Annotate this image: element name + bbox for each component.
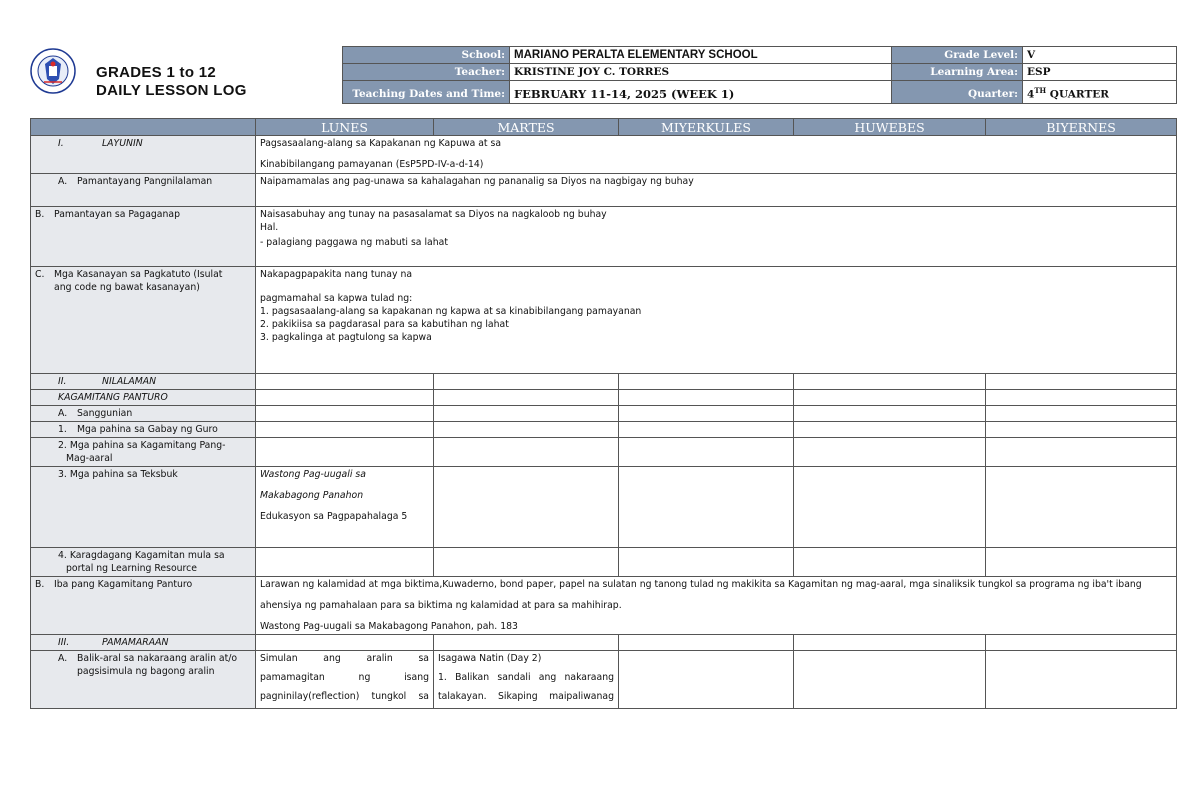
kasanayan-content: Nakapagpapakita nang tunay na pagmamahal sa kapwa tulad ng: 1. pagsasaalang-alang sa kapakanan ng kapwa at sa kinabibilangang pamayanan 2. pakikiisa sa pagdarasal para sa kabutihan ng lahat 3. pagkalinga at pagtulong sa kapwa [256, 267, 1177, 374]
day-header-martes: MARTES [434, 119, 619, 136]
row-label-layunin: I. LAYUNIN [31, 136, 256, 174]
learning-area-label: Learning Area: [892, 64, 1023, 81]
iba-pa-content: Larawan ng kalamidad at mga biktima,Kuwaderno, bond paper, papel na sulatan ng tanong tulad ng makikita sa Kagamitan ng mag-aaral, mga sinaliksik tungkol sa programa ng iba't ibang ahensiya ng pamahalaan para sa biktima ng kalamidad at para sa mahihirap. Wastong Pag-uugali sa Makabagong Panahon, pah. 183 [256, 577, 1177, 635]
school-label: School: [343, 47, 510, 64]
day-header-lunes: LUNES [256, 119, 434, 136]
layunin-content: Pagsasaalang-alang sa Kapakanan ng Kapuwa at sa Kinabibilangang pamayanan (EsP5PD-IV-a-d-14) [256, 136, 1177, 174]
teaching-dates-value: FEBRUARY 11-14, 2025 (WEEK 1) [510, 81, 892, 104]
pangnilalaman-content: Naipamamalas ang pag-unawa sa kahalagahan ng pananalig sa Diyos na nagbigay ng buhay [256, 174, 1177, 207]
row-label-sanggunian: A. Sanggunian [31, 406, 256, 422]
row-label-balik-aral: A. Balik-aral sa nakaraang aralin at/o pagsisimula ng bagong aralin [31, 651, 256, 709]
row-nilalaman [31, 374, 1177, 390]
row-kagamitang-panturo [31, 390, 1177, 406]
quarter-label: Quarter: [892, 81, 1023, 104]
row-label-kagamitang-pang: 2. Mga pahina sa Kagamitang Pang- Mag-aaral [31, 438, 256, 467]
row-iba-pang-kagamitan [31, 577, 1177, 635]
row-label-kasanayan: C. Mga Kasanayan sa Pagkatuto (Isulat ang code ng bawat kasanayan) [31, 267, 256, 374]
header-info-table [342, 46, 1177, 104]
corner-header-cell [31, 119, 256, 136]
document-title [96, 64, 247, 100]
row-label-karagdagan: 4. Karagdagang Kagamitan mula sa portal ng Learning Resource [31, 548, 256, 577]
row-pamantayan-sa-pagganap [31, 207, 1177, 267]
teaching-dates-label: Teaching Dates and Time: [343, 81, 510, 104]
day-header-huwebes: HUWEBES [794, 119, 986, 136]
quarter-word: QUARTER [1046, 88, 1110, 101]
balik-aral-lunes: Simulan ang aralin sa pamamagitan ng isang pagninilay(reflection) tungkol sa [256, 651, 434, 709]
pagganap-content: Naisasabuhay ang tunay na pasasalamat sa Diyos na nagkaloob ng buhay Hal. - palagiang paggawa ng mabuti sa lahat [256, 207, 1177, 267]
deped-seal-logo [30, 48, 76, 94]
row-gabay-ng-guro [31, 422, 1177, 438]
quarter-number: 4 [1027, 88, 1035, 101]
row-label-pamamaraan: III. PAMAMARAAN [31, 635, 256, 651]
row-label-pagganap: B. Pamantayan sa Pagaganap [31, 207, 256, 267]
row-label-pangnilalaman: A. Pamantayang Pangnilalaman [31, 174, 256, 207]
teacher-label: Teacher: [343, 64, 510, 81]
row-sanggunian [31, 406, 1177, 422]
row-label-iba-pa: B. Iba pang Kagamitang Panturo [31, 577, 256, 635]
teacher-value: KRISTINE JOY C. TORRES [510, 64, 892, 81]
row-label-nilalaman: II. NILALAMAN [31, 374, 256, 390]
row-pamantayang-pangnilalaman [31, 174, 1177, 207]
school-value: MARIANO PERALTA ELEMENTARY SCHOOL [510, 47, 892, 64]
row-label-kagamitang-panturo: KAGAMITANG PANTURO [31, 390, 256, 406]
teksbuk-lunes: Wastong Pag-uugali sa Makabagong Panahon Edukasyon sa Pagpapahalaga 5 [256, 467, 434, 548]
row-label-gabay: 1. Mga pahina sa Gabay ng Guro [31, 422, 256, 438]
row-layunin [31, 136, 1177, 174]
row-teksbuk [31, 467, 1177, 548]
row-kasanayan [31, 267, 1177, 374]
quarter-value [1023, 81, 1177, 104]
row-label-teksbuk: 3. Mga pahina sa Teksbuk [31, 467, 256, 548]
quarter-superscript: TH [1034, 86, 1047, 96]
row-pamamaraan [31, 635, 1177, 651]
title-line-dll: DAILY LESSON LOG [96, 82, 247, 99]
grade-level-value: V [1023, 47, 1177, 64]
day-header-biyernes: BIYERNES [986, 119, 1177, 136]
row-balik-aral [31, 651, 1177, 709]
lesson-log-table [30, 118, 1177, 709]
learning-area-value: ESP [1023, 64, 1177, 81]
row-kagamitang-pang-mag-aaral [31, 438, 1177, 467]
title-line-grades: GRADES 1 to 12 [96, 64, 217, 81]
day-header-miyerkules: MIYERKULES [619, 119, 794, 136]
balik-aral-martes: Isagawa Natin (Day 2) 1. Balikan sandali ang nakaraang talakayan. Sikaping maipaliwanag [434, 651, 619, 709]
grade-level-label: Grade Level: [892, 47, 1023, 64]
row-karagdagang-kagamitan [31, 548, 1177, 577]
